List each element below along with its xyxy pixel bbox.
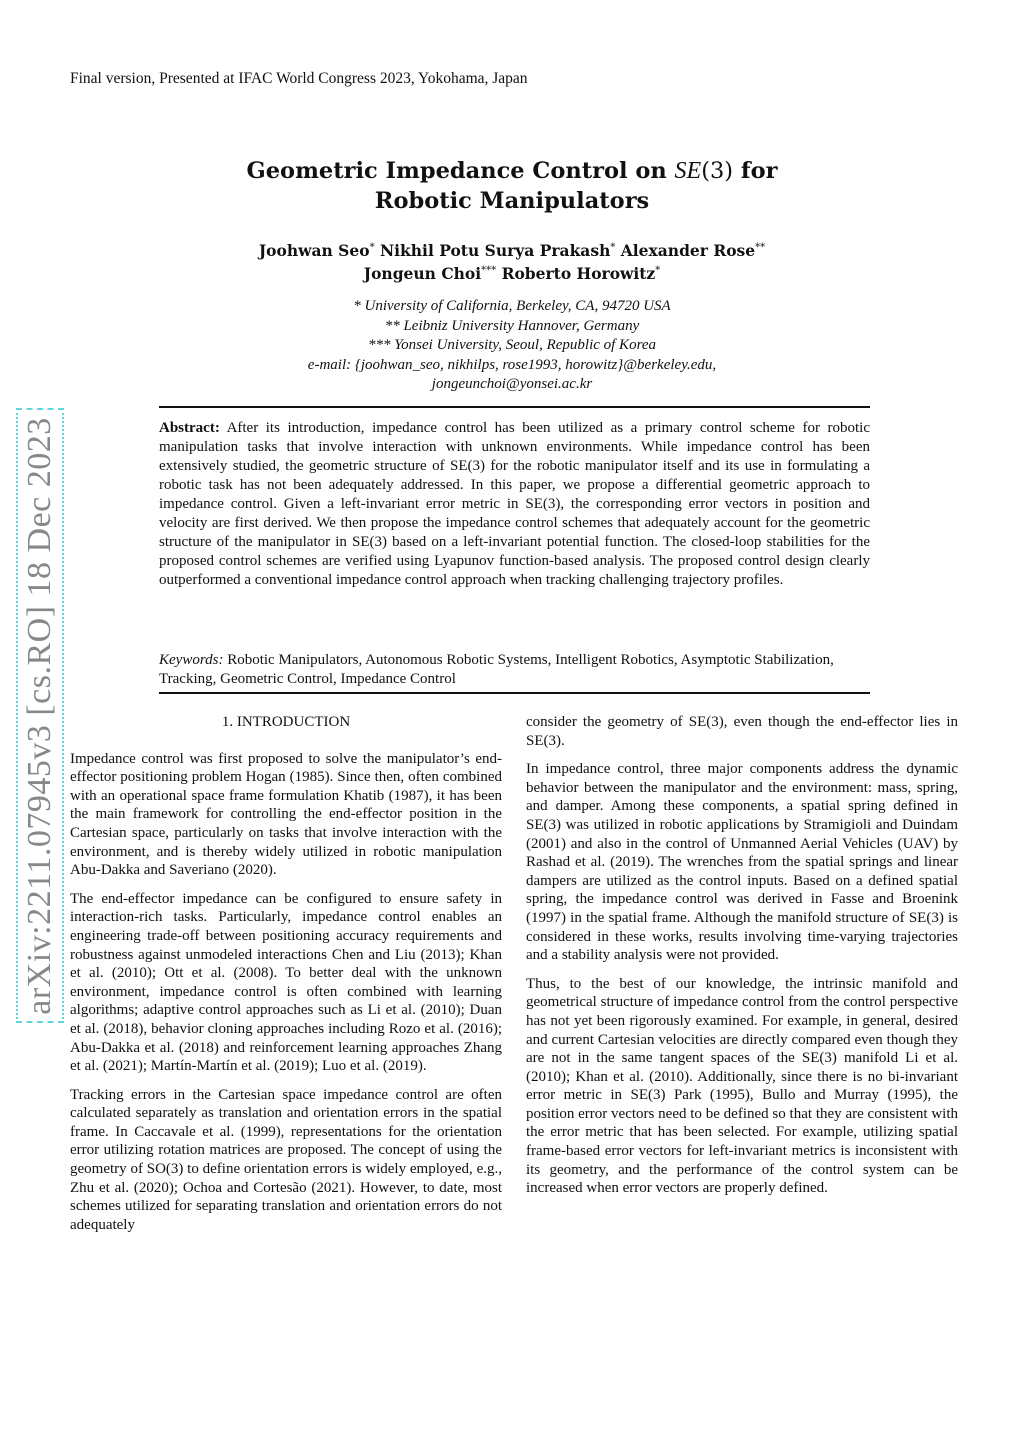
body-paragraph: consider the geometry of SE(3), even though the end-effector lies in SE(3).	[526, 714, 958, 749]
conference-note: Final version, Presented at IFAC World Congress 2023, Yokohama, Japan	[70, 70, 528, 87]
arxiv-stamp	[16, 408, 64, 1023]
abstract	[159, 419, 870, 590]
body-paragraph: Impedance control was first proposed to solve the manipulator’s end-effector positioning problem Hogan (1985). Since then, often combined with an operational space frame formulation Khatib (1987), it has been the main framework for controlling the end-effector position in the Cartesian space, particularly on tasks that involve interaction with the environment, and is thereby widely utilized in robotic manipulation Abu-Dakka and Saveriano (2020).	[70, 750, 502, 879]
right-column	[526, 713, 958, 1208]
author-name: Joohwan Seo	[258, 241, 370, 261]
author-list: Joohwan Seo* Nikhil Potu Surya Prakash* Alexander Rose** Jongeun Choi*** Roberto Horowitz*	[258, 241, 766, 284]
keywords-text: Robotic Manipulators, Autonomous Robotic Systems, Intelligent Robotics, Asymptotic Stabilization, Tracking, Geometric Control, Impedance Control	[159, 652, 834, 687]
email-line: e-mail: {joohwan_seo, nikhilps, rose1993, horowitz}@berkeley.edu,	[307, 356, 717, 373]
affiliation-line: * University of California, Berkeley, CA, 94720 USA	[353, 298, 671, 314]
paper-title	[0, 156, 1024, 216]
affiliation-line: ** Leibniz University Hannover, Germany	[384, 317, 640, 334]
author-name: Jongeun Choi	[363, 264, 482, 284]
email-line: jongeunchoi@yonsei.ac.kr	[431, 376, 593, 392]
title-line-2: Robotic Manipulators	[374, 188, 650, 214]
affiliation-line: *** Yonsei University, Seoul, Republic of Korea	[367, 337, 657, 353]
arxiv-stamp-text: arXiv:2211.07945v3 [cs.RO] 18 Dec 2023	[21, 416, 58, 1015]
section-heading: 1. INTRODUCTION	[221, 714, 351, 730]
author-name: Roberto Horowitz	[501, 264, 656, 284]
body-paragraph: Tracking errors in the Cartesian space impedance control are often calculated separately as translation and orientation errors in the spatial frame. In Caccavale et al. (1999), representations for the orientation error utilizing rotation matrices are proposed. The concept of using the geometry of SO(3) to define orientation errors is widely employed, e.g., Zhu et al. (2020); Ochoa and Cortesão (2021). However, to date, most schemes utilized for separating translation and orientation errors do not adequately	[70, 1086, 502, 1233]
author-name: Alexander Rose	[620, 241, 756, 261]
body-paragraph: Thus, to the best of our knowledge, the intrinsic manifold and geometrical structure of impedance control from the control perspective has not yet been rigorously examined. For example, in general, desired and current Cartesian velocities are directly compared even though they are not in the same tangent spaces of the SE(3) manifold Li et al. (2010); Khan et al. (2010). Additionally, since there is no bi-invariant error metric in SE(3) Park (1995), Bullo and Murray (1995), the position error vectors need to be defined so that they are consistent with the error metric that has been selected. For example, utilizing spatial frame-based error vectors for left-invariant metrics is inconsistent with its geometry, and the performance of the control system can be increased when error vectors are properly defined.	[526, 975, 958, 1197]
abstract-label: Abstract:	[159, 420, 220, 436]
body-paragraph: The end-effector impedance can be configured to ensure safety in interaction-rich tasks. Particularly, impedance control enables an engineering trade-off between positioning accuracy requirements and robustness against unmodeled interactions Chen and Liu (2013); Khan et al. (2010); Ott et al. (2008). To better deal with the unknown environment, impedance control is often combined with learning algorithms; adaptive control approaches such as Li et al. (2010); Duan et al. (2018), behavior cloning approaches including Rozo et al. (2016); Abu-Dakka et al. (2018) and reinforcement learning approaches Zhang et al. (2021); Martín-Martín et al. (2019); Luo et al. (2019).	[70, 890, 502, 1075]
title-line-1: Geometric Impedance Control on SE(3) for	[246, 158, 778, 184]
keywords-label: Keywords:	[159, 652, 224, 668]
keywords	[159, 651, 870, 689]
body-paragraph: In impedance control, three major components address the dynamic behavior between the manipulator and the environment: mass, spring, and damper. Among these components, a spatial spring defined in SE(3) was utilized in robotic applications by Stramigioli and Duindam (2001) and also in the control of Unmanned Aerial Vehicles (UAV) by Rashad et al. (2019). The wrenches from the spatial springs and linear dampers are utilized as the control inputs. Based on a defined spatial spring, the impedance control was derived in Fasse and Broenink (1997) in the spatial frame. Although the manifold structure of SE(3) is considered in these works, results involving time-varying trajectories and a stability analysis were not provided.	[526, 761, 958, 964]
abstract-text: After its introduction, impedance control has been utilized as a primary control scheme for robotic manipulation tasks that involve interaction with unknown environments. While impedance control has been extensively studied, the geometric structure of SE(3) for the robotic manipulator itself and its use in formulating a robotic task has not been adequately addressed. In this paper, we propose a differential geometric approach to impedance control. Given a left-invariant error metric in SE(3), the corresponding error vectors in position and velocity are first derived. We then propose the impedance control schemes that adequately account for the geometric structure of the manipulator in SE(3) based on a left-invariant potential function. The closed-loop stabilities for the proposed control schemes are verified using Lyapunov function-based analysis. The proposed control design clearly outperformed a conventional impedance control approach when tracking challenging trajectory profiles.	[159, 420, 870, 588]
abstract-bottom-rule	[159, 692, 870, 694]
left-column	[70, 713, 502, 1244]
abstract-top-rule	[159, 406, 870, 408]
author-name: Nikhil Potu Surya Prakash	[379, 241, 611, 261]
affiliations	[0, 297, 1024, 395]
